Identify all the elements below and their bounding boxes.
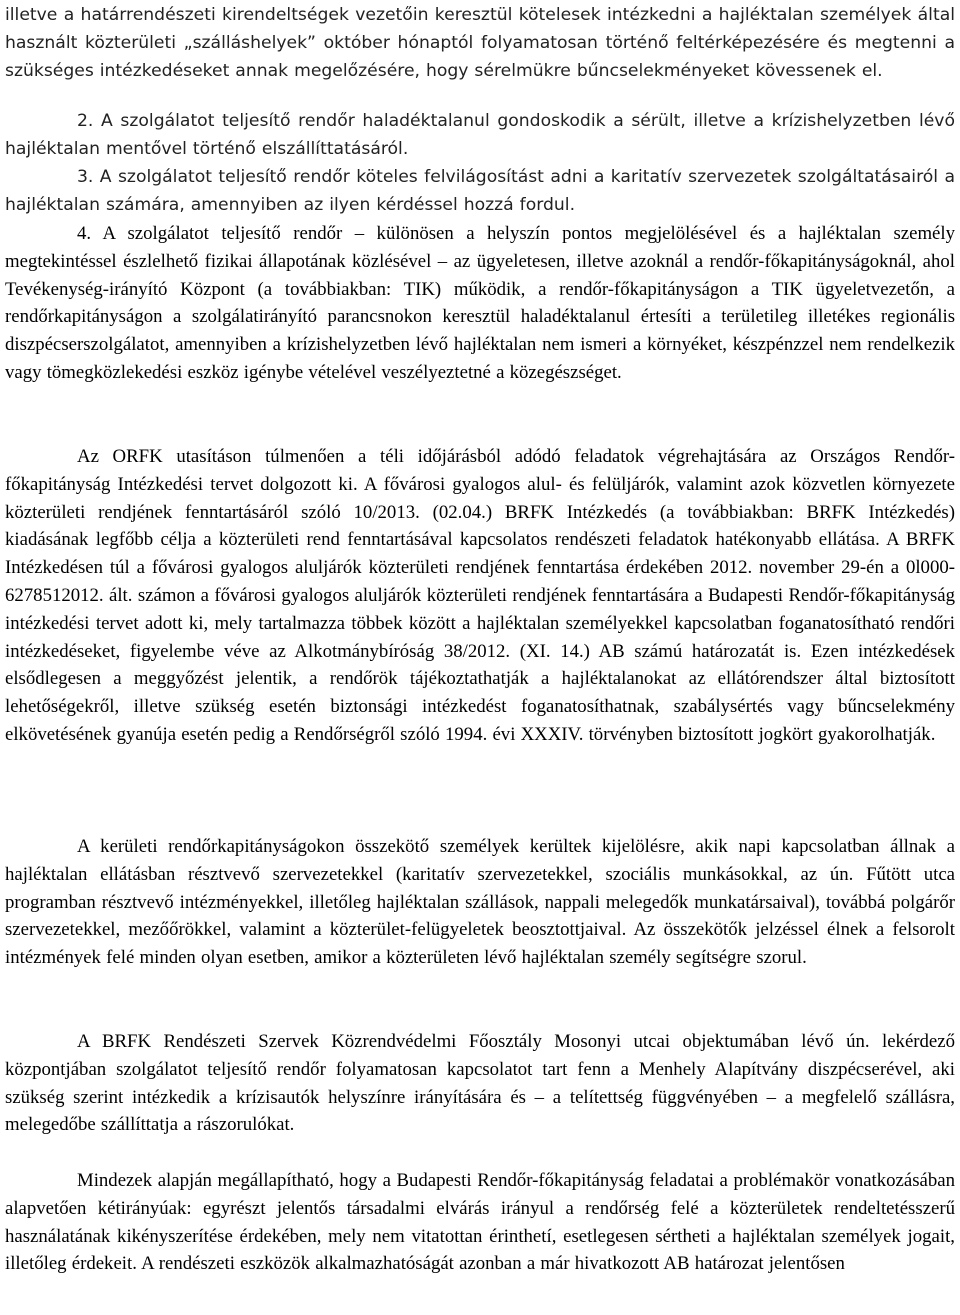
paragraph-conclusion: Mindezek alapján megállapítható, hogy a Budapesti Rendőr-főkapitányság feladatai a problémakör vonatkozásában alapvetően kétirányúak: egyrészt jelentős társadalmi elvárás irányul a rendőrség felé a közterületek rendeltetésszerű használatának kikényszerítése érdekében, mely nem vitatottan érinthetí, esetlegesen sértheti a hajléktalan személyek jogait, illetőleg érdekeit. A rendészeti eszközök alkalmazhatóságát azonban a már hivatkozott AB határozat jelentősen: [5, 1170, 955, 1275]
paragraph-item-4: 4. A szolgálatot teljesítő rendőr – különösen a helyszín pontos megjelölésével és a hajléktalan személy megtekintéssel észlelhető fizikai állapotának közlésével – az ügyeletesen, illetve azoknál a rendőr-főkapitányságoknál, ahol Tevékenység-irányító Központ (a továbbiakban: TIK) működik, a rendőr-főkapitányságon a TIK ügyeletvezetőn, a rendőrkapitányságon a szolgálatirányító parancsnokon keresztül haladéktalanul értesíti a területileg illetékes regionális diszpécserszolgálatot, amennyiben a krízishelyzetben lévő hajléktalan nem ismeri a környéket, készpénzzel nem rendelkezik vagy tömegközlekedési eszköz igénybe vételével veszélyeztetné a közegészséget.: [5, 223, 955, 383]
paragraph-liaison-persons: A kerületi rendőrkapitányságokon összekötő személyek kerültek kijelölésre, akik napi kapcsolatban állnak a hajléktalan ellátásban résztvevő szervezetekkel (karitatív szervezetekkel, szociális munkásokkal, az ún. Fűtött utca programban résztvevő intézményekkel, illetőleg hajléktalan szállások, nappali melegedők munkatársaival), továbbá polgárőr szervezetekkel, mezőőrökkel, valamint a közterület-felügyeletek beosztottjaival. Az összekötők jelzéssel élnek a felsorolt intézmények felé minden olyan esetben, amikor a közterületen lévő hajléktalan személy segítségre szorul.: [5, 836, 955, 969]
paragraph-intro-continuation: illetve a határrendészeti kirendeltségek vezetőin keresztül kötelesek intézkedni a hajléktalan személyek által használt közterületi „szálláshelyek” október hónaptól folyamatosan történő feltérképezésére és megtenni a szükséges intézkedéseket annak megelőzésére, hogy sérelmükre bűncselekményeket kövessenek el.: [5, 5, 955, 81]
paragraph-orfk-measures: Az ORFK utasításon túlmenően a téli időjárásból adódó feladatok végrehajtására az Országos Rendőr-főkapitányság Intézkedési tervet dolgozott ki. A fővárosi gyalogos alul- és felüljárók, valamint azok közvetlen környezete közterületi rendjének fenntartásáról szóló 10/2013. (02.04.) BRFK Intézkedés (a továbbiakban: BRFK Intézkedés) kiadásának legfőbb célja a közterületi rend fenntartásával kapcsolatos rendészeti feladatok hatékonyabb ellátása. A BRFK Intézkedésen túl a fővárosi gyalogos aluljárók közterületi rendjének fenntartása érdekében 2012. november 29-én a 0l000-6278512012. ált. számon a fővárosi gyalogos aluljárók közterületi rendjének fenntartására a Budapesti Rendőr-főkapitányság intézkedési tervet adott ki, mely tartalmazza többek között a hajléktalan személyekkel kapcsolatban foganatosítható rendőri intézkedéseket, figyelembe véve az Alkotmánybíróság 38/2012. (XI. 14.) AB számú határozatát is. Ezen intézkedések elsődlegesen a meggyőzést jelentik, a rendőrök tájékoztathatják a hajléktalanokat az ellátórendszer által biztosított lehetőségekről, illetve szükség esetén biztonsági intézkedést foganatosíthatnak, szabálysértés vagy bűncselekmény elkövetésének gyanúja esetén pedig a Rendőrségről szóló 1994. évi XXXIV. törvényben biztosított jogkört gyakorolhatják.: [5, 446, 955, 745]
paragraph-item-2: 2. A szolgálatot teljesítő rendőr haladéktalanul gondoskodik a sérült, illetve a krízishelyzetben lévő hajléktalan mentővel történő elszállíttatásáról.: [5, 111, 955, 159]
paragraph-brfk-dispatch: A BRFK Rendészeti Szervek Közrendvédelmi Főosztály Mosonyi utcai objektumában lévő ún. lekérdező központjában szolgálatot teljesítő rendőr folyamatosan kapcsolatot tart fenn a Menhely Alapítvány diszpécserével, aki szükség szerint intézkedik a krízisautók helyszínre irányítására és – a telítettség függvényében – a megfelelő szállásra, melegedőbe szállíttatja a rászorulókat.: [5, 1031, 955, 1136]
paragraph-item-3: 3. A szolgálatot teljesítő rendőr köteles felvilágosítást adni a karitatív szervezetek szolgáltatásairól a hajléktalan számára, amennyiben az ilyen kérdéssel hozzá fordul.: [5, 167, 955, 215]
